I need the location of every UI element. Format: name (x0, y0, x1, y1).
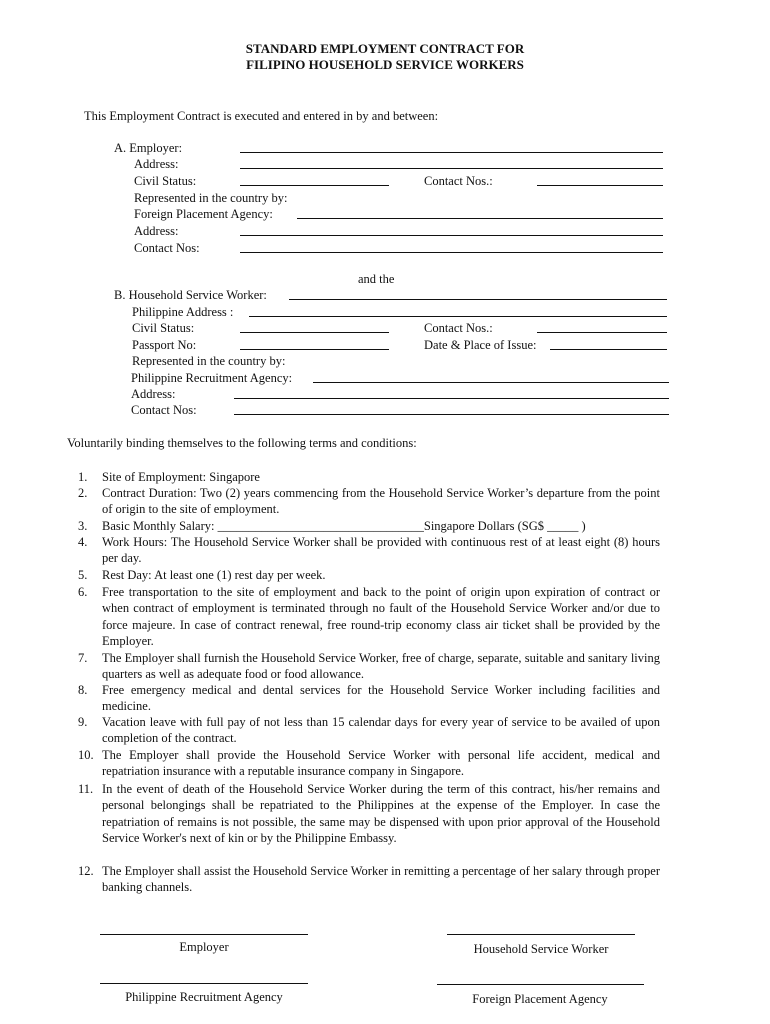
term-text: Vacation leave with full pay of not less than 15 calendar days for every year of service to be availed of upon completion of the contract. (102, 715, 660, 746)
employer-label: A. Employer: (114, 141, 183, 155)
foreign-agency-contact-field[interactable] (240, 252, 663, 253)
employer-signature-label: Employer (179, 940, 229, 954)
term-number: 11. (78, 782, 94, 796)
term-item (78, 567, 660, 583)
foreign-agency-label: Foreign Placement Agency: (134, 207, 273, 221)
worker-contact-label: Contact Nos.: (424, 321, 493, 335)
term-number: 8. (78, 683, 88, 697)
recruitment-agency-address-label: Address: (131, 387, 176, 401)
employer-represented-label: Represented in the country by: (134, 191, 288, 205)
term-number: 5. (78, 568, 88, 582)
issue-date-place-label: Date & Place of Issue: (424, 338, 537, 352)
term-number: 10. (78, 748, 94, 762)
employer-civil-status-label: Civil Status: (134, 174, 197, 188)
employer-signature-line[interactable] (100, 934, 308, 935)
worker-address-label: Philippine Address : (132, 305, 234, 319)
recruitment-agency-signature-label: Philippine Recruitment Agency (125, 990, 283, 1004)
foreign-agency-field[interactable] (297, 218, 663, 219)
term-number: 1. (78, 470, 88, 484)
contract-title-line2: FILIPINO HOUSEHOLD SERVICE WORKERS (246, 57, 524, 72)
recruitment-agency-address-field[interactable] (234, 398, 669, 399)
term-text: In the event of death of the Household Service Worker during the term of this contract, his/her remains and personal belongings shall be repatriated to the Philippines at the expense of the Employer. In case the repatriation of remains is not possible, the same may be dispensed with upon prior approval of the Household Service Worker's next of kin or by the Philippine Embassy. (102, 782, 660, 845)
term-item (78, 863, 660, 896)
term-text: Free emergency medical and dental services for the Household Service Worker including facilities and medicine. (102, 683, 660, 714)
foreign-agency-address-label: Address: (134, 224, 179, 238)
worker-contact-field[interactable] (537, 332, 667, 333)
term-number: 12. (78, 864, 94, 878)
term-item (78, 781, 660, 846)
recruitment-agency-contact-field[interactable] (234, 414, 669, 415)
employer-field[interactable] (240, 152, 663, 153)
recruitment-agency-signature-line[interactable] (100, 983, 308, 984)
intro-text: This Employment Contract is executed and entered in by and between: (84, 109, 439, 123)
term-item (78, 584, 660, 649)
worker-represented-label: Represented in the country by: (132, 354, 286, 368)
foreign-agency-address-field[interactable] (240, 235, 663, 236)
worker-address-field[interactable] (249, 316, 667, 317)
employer-contact-field[interactable] (537, 185, 663, 186)
term-text: The Employer shall furnish the Household Service Worker, free of charge, separate, suitable and sanitary living quarters as well as adequate food or food allowance. (102, 651, 660, 682)
foreign-agency-signature-label: Foreign Placement Agency (472, 992, 608, 1006)
term-item (78, 469, 660, 485)
term-item (78, 534, 660, 567)
worker-label: B. Household Service Worker: (114, 288, 267, 302)
employer-address-field[interactable] (240, 168, 663, 169)
term-text: The Employer shall assist the Household Service Worker in remitting a percentage of her salary through proper banking channels. (102, 864, 660, 895)
term-number: 4. (78, 535, 88, 549)
term-text: Free transportation to the site of employment and back to the point of origin upon expiration of contract or when contract of employment is terminated through no fault of the Household Service Worker and/or due to force majeure. In case of contract renewal, free round-trip economy class air ticket shall be provided by the Employer. (102, 585, 660, 648)
term-number: 3. (78, 519, 88, 533)
term-item (78, 485, 660, 518)
recruitment-agency-label: Philippine Recruitment Agency: (131, 371, 293, 385)
employer-civil-status-field[interactable] (240, 185, 389, 186)
worker-civil-status-label: Civil Status: (132, 321, 195, 335)
foreign-agency-contact-label: Contact Nos: (134, 241, 200, 255)
worker-field[interactable] (289, 299, 667, 300)
issue-date-place-field[interactable] (550, 349, 667, 350)
term-number: 6. (78, 585, 88, 599)
term-item (78, 518, 660, 534)
binding-text: Voluntarily binding themselves to the following terms and conditions: (67, 436, 417, 450)
contract-title-line1: STANDARD EMPLOYMENT CONTRACT FOR (245, 41, 525, 56)
passport-label: Passport No: (132, 338, 197, 352)
term-text: Site of Employment: Singapore (102, 470, 260, 484)
term-text: Basic Monthly Salary: _________________________________Singapore Dollars (SG$ _____ ) (102, 519, 586, 533)
term-item (78, 650, 660, 683)
foreign-agency-signature-line[interactable] (437, 984, 644, 985)
and-the-text: and the (358, 272, 395, 286)
recruitment-agency-field[interactable] (313, 382, 669, 383)
term-item (78, 714, 660, 747)
term-number: 9. (78, 715, 88, 729)
term-text: Contract Duration: Two (2) years commencing from the Household Service Worker’s departure from the point of origin to the site of employment. (102, 486, 660, 517)
passport-field[interactable] (240, 349, 389, 350)
term-number: 7. (78, 651, 88, 665)
worker-signature-label: Household Service Worker (473, 942, 609, 956)
term-number: 2. (78, 486, 88, 500)
recruitment-agency-contact-label: Contact Nos: (131, 403, 197, 417)
worker-civil-status-field[interactable] (240, 332, 389, 333)
employer-contact-label: Contact Nos.: (424, 174, 493, 188)
term-text: Rest Day: At least one (1) rest day per week. (102, 568, 326, 582)
term-text: The Employer shall provide the Household Service Worker with personal life accident, medical and repatriation insurance with a reputable insurance company in Singapore. (102, 748, 660, 779)
term-text: Work Hours: The Household Service Worker shall be provided with continuous rest of at least eight (8) hours per day. (102, 535, 660, 566)
term-item (78, 682, 660, 715)
worker-signature-line[interactable] (447, 934, 635, 935)
employer-address-label: Address: (134, 157, 179, 171)
term-item (78, 747, 660, 780)
